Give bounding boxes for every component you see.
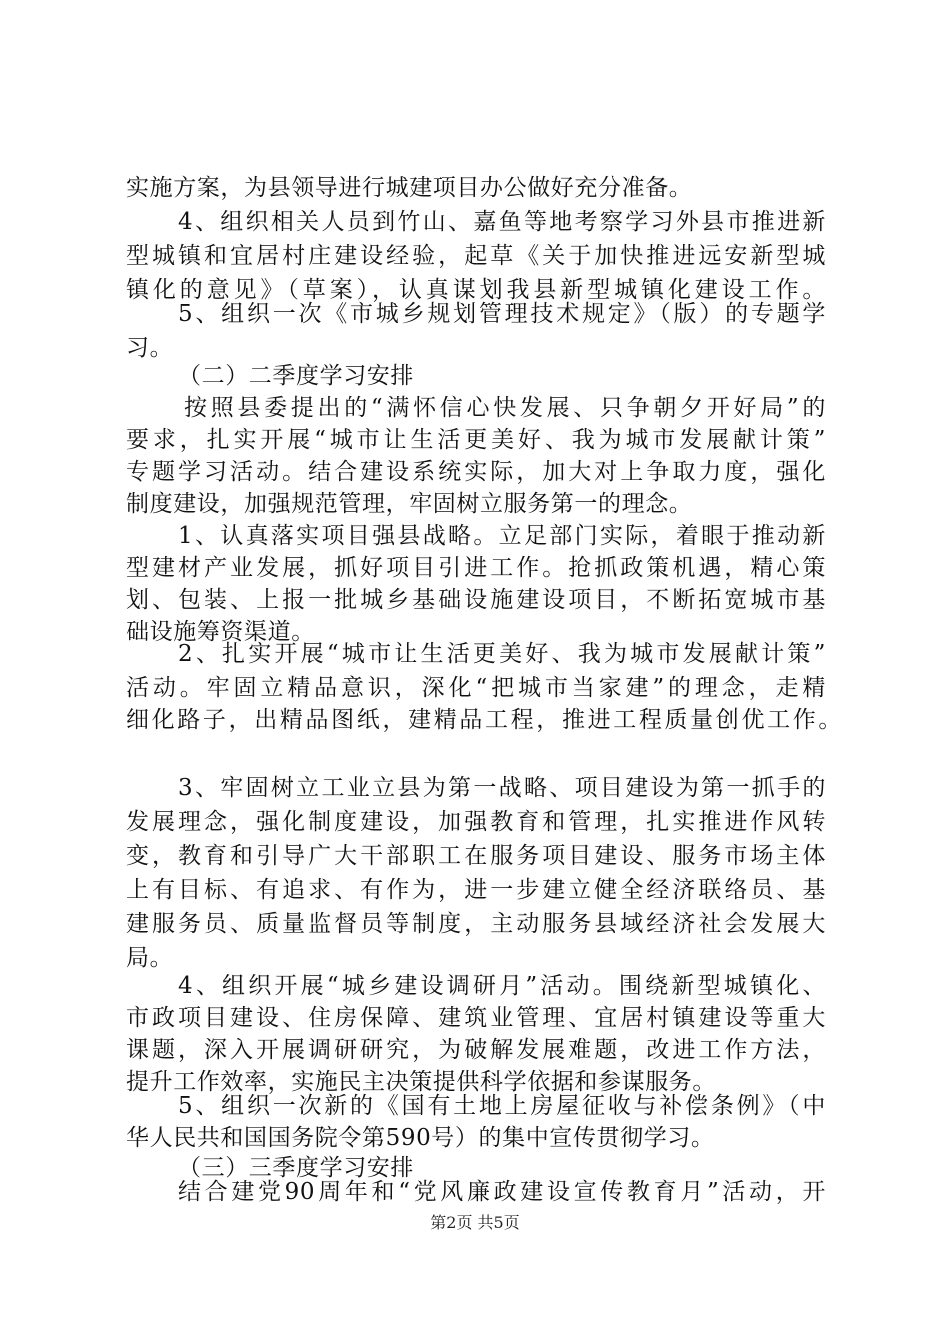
text-line: 发展理念，强化制度建设，加强教育和管理，扎实推进作风转	[126, 809, 826, 835]
text-line: 细化路子，出精品图纸，建精品工程，推进工程质量创优工作。	[126, 707, 842, 733]
text-line: 3、牢固树立工业立县为第一战略、项目建设为第一抓手的	[178, 775, 826, 801]
text-line: 华人民共和国国务院令第590号）的集中宣传贯彻学习。	[126, 1125, 715, 1151]
text-line: 4、组织相关人员到竹山、嘉鱼等地考察学习外县市推进新	[178, 209, 826, 235]
text-line: 市政项目建设、住房保障、建筑业管理、宜居村镇建设等重大	[126, 1005, 826, 1031]
text-line: 按照县委提出的“满怀信心快发展、只争朝夕开好局”的	[184, 395, 826, 421]
text-line: 镇化的意见》（草案），认真谋划我县新型城镇化建设工作。	[126, 277, 826, 303]
text-line: 课题，深入开展调研研究，为破解发展难题，改进工作方法，	[126, 1037, 826, 1063]
text-line: 制度建设，加强规范管理，牢固树立服务第一的理念。	[126, 491, 693, 517]
text-line: 划、包装、上报一批城乡基础设施建设项目，不断拓宽城市基	[126, 587, 826, 613]
section-heading: （三）三季度学习安排	[178, 1155, 414, 1181]
text-line: 要求，扎实开展“城市让生活更美好、我为城市发展献计策”	[126, 427, 826, 453]
text-line: 型建材产业发展，抓好项目引进工作。抢抓政策机遇，精心策	[126, 555, 826, 581]
text-line: 型城镇和宜居村庄建设经验，起草《关于加快推进远安新型城	[126, 243, 826, 269]
text-line: 变，教育和引导广大干部职工在服务项目建设、服务市场主体	[126, 843, 826, 869]
text-line: 5、组织一次《市城乡规划管理技术规定》（版）的专题学	[178, 301, 826, 327]
text-line: 结合建党90周年和“党风廉政建设宣传教育月”活动，开	[178, 1179, 826, 1205]
text-line: 习。	[126, 335, 174, 361]
text-line: 2、扎实开展“城市让生活更美好、我为城市发展献计策”	[178, 641, 826, 667]
section-heading: （二）二季度学习安排	[178, 363, 414, 389]
text-line: 上有目标、有追求、有作为，进一步建立健全经济联络员、基	[126, 877, 826, 903]
text-line: 提升工作效率，实施民主决策提供科学依据和参谋服务。	[126, 1069, 716, 1095]
text-line: 建服务员、质量监督员等制度，主动服务县域经济社会发展大	[126, 911, 826, 937]
text-line: 5、组织一次新的《国有土地上房屋征收与补偿条例》（中	[178, 1093, 826, 1119]
page-number-footer: 第2页 共5页	[430, 1213, 520, 1232]
text-line: 局。	[126, 945, 174, 971]
text-line: 专题学习活动。结合建设系统实际，加大对上争取力度，强化	[126, 459, 826, 485]
text-line: 实施方案，为县领导进行城建项目办公做好充分准备。	[126, 175, 693, 201]
text-line: 础设施筹资渠道。	[126, 619, 315, 645]
text-line: 1、认真落实项目强县战略。立足部门实际，着眼于推动新	[178, 523, 826, 549]
text-line: 活动。牢固立精品意识，深化“把城市当家建”的理念，走精	[126, 675, 826, 701]
text-line: 4、组织开展“城乡建设调研月”活动。围绕新型城镇化、	[178, 973, 826, 999]
